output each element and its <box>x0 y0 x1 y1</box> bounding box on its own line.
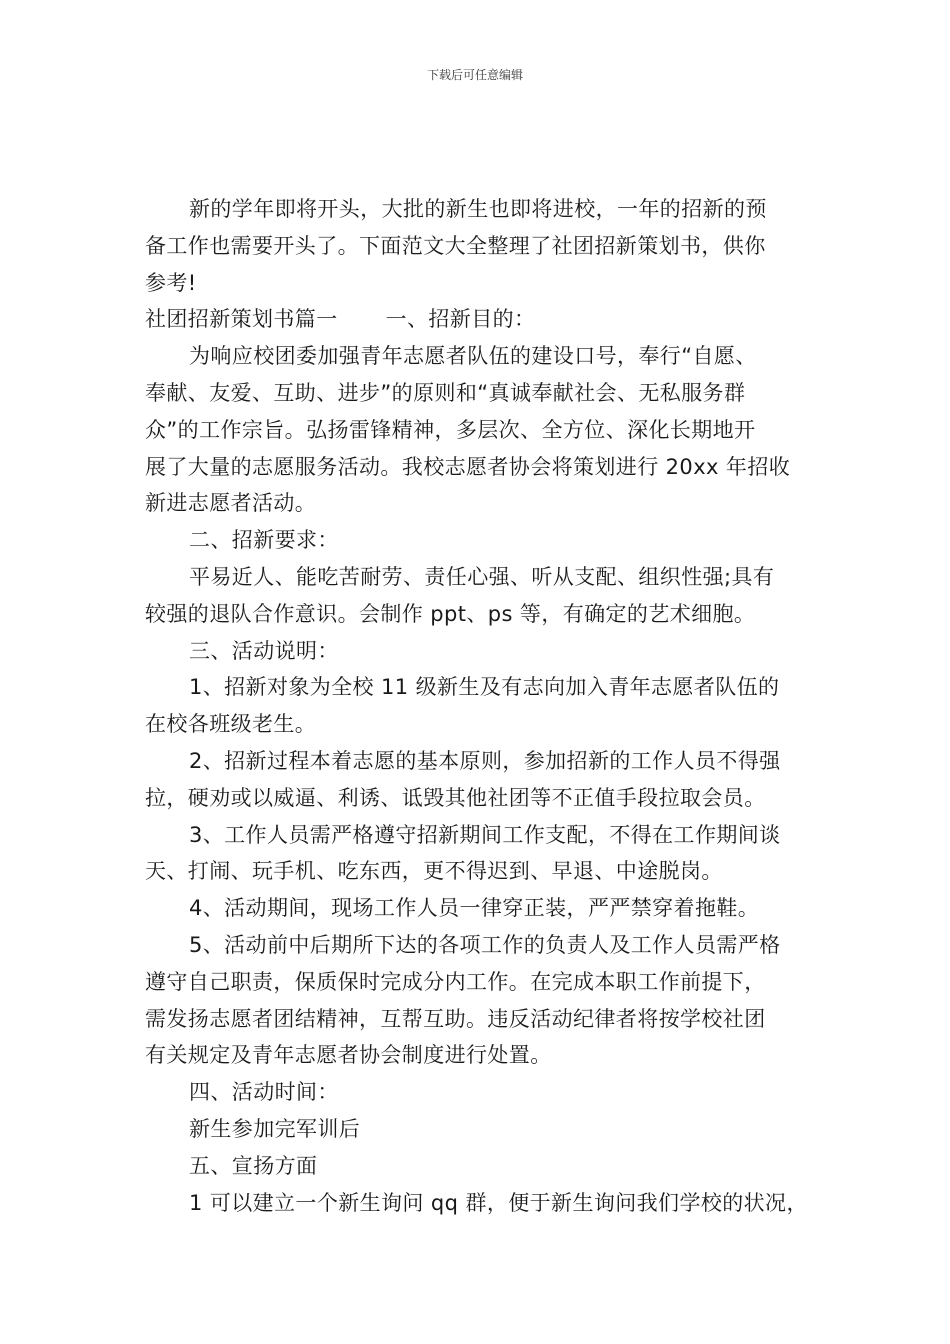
paragraph-line <box>145 743 809 780</box>
paragraph-line <box>145 1148 809 1185</box>
line-text: 众”的工作宗旨。弘扬雷锋精神，多层次、全方位、深化长期地开 <box>145 417 756 442</box>
paragraph-line <box>145 485 809 522</box>
paragraph-line <box>145 228 809 265</box>
line-text: 参考! <box>145 270 197 295</box>
line-text: 拉，硬劝或以威逼、利诱、诋毁其他社团等不正值手段拉取会员。 <box>145 785 766 810</box>
line-text: 二、招新要求： <box>189 528 339 553</box>
page-header: 下载后可任意编辑 <box>426 68 523 82</box>
line-text: 五、宣扬方面 <box>189 1153 318 1178</box>
line-text: 社团招新策划书篇一 <box>145 307 338 332</box>
line-tail-text: 一、招新目的： <box>385 307 536 332</box>
paragraph-line <box>145 375 809 412</box>
line-text: 有关规定及青年志愿者协会制度进行处置。 <box>145 1043 552 1068</box>
line-text: 四、活动时间： <box>189 1080 339 1105</box>
paragraph-line <box>145 964 809 1001</box>
paragraph-line <box>145 706 809 743</box>
line-text: 2、招新过程本着志愿的基本原则，参加招新的工作人员不得强 <box>189 748 781 773</box>
line-text: 需发扬志愿者团结精神，互帮互助。违反活动纪律者将按学校社团 <box>145 1006 766 1031</box>
line-text: 3、工作人员需严格遵守招新期间工作支配，不得在工作期间谈 <box>189 822 781 847</box>
paragraph-line <box>145 1074 809 1111</box>
paragraph-line <box>145 412 809 449</box>
paragraph-line <box>145 559 809 596</box>
paragraph-line <box>145 449 809 486</box>
paragraph-line <box>145 669 809 706</box>
line-text: 在校各班级老生。 <box>145 712 317 737</box>
paragraph-line <box>145 301 809 338</box>
paragraph-line <box>145 817 809 854</box>
paragraph-line <box>145 522 809 559</box>
line-text: 新进志愿者活动。 <box>145 491 317 516</box>
line-text: 遵守自己职责，保质保时完成分内工作。在完成本职工作前提下， <box>145 969 766 994</box>
paragraph-line <box>145 1037 809 1074</box>
paragraph-line <box>145 1001 809 1038</box>
paragraph-line <box>145 927 809 964</box>
line-text: 4、活动期间，现场工作人员一律穿正装，严严禁穿着拖鞋。 <box>189 896 760 921</box>
paragraph-line <box>145 265 809 302</box>
line-text: 奉献、友爱、互助、进步”的原则和“真诚奉献社会、无私服务群 <box>145 380 746 405</box>
line-text: 1、招新对象为全校 11 级新生及有志向加入青年志愿者队伍的 <box>189 675 780 700</box>
line-text: 较强的退队合作意识。会制作 ppt、ps 等，有确定的艺术细胞。 <box>145 601 756 626</box>
line-text: 展了大量的志愿服务活动。我校志愿者协会将策划进行 20xx 年招收 <box>145 454 791 479</box>
paragraph-line <box>145 853 809 890</box>
paragraph-line <box>145 1185 809 1222</box>
document-body <box>145 191 809 1221</box>
paragraph-line <box>145 191 809 228</box>
line-text: 三、活动说明： <box>189 638 339 663</box>
line-text: 平易近人、能吃苦耐劳、责任心强、听从支配、组织性强;具有 <box>189 564 775 589</box>
paragraph-line <box>145 780 809 817</box>
line-text: 新生参加完军训后 <box>189 1116 361 1141</box>
paragraph-line <box>145 596 809 633</box>
paragraph-line <box>145 338 809 375</box>
line-text: 1 可以建立一个新生询问 qq 群，便于新生询问我们学校的状况， <box>189 1190 808 1215</box>
paragraph-line <box>145 633 809 670</box>
paragraph-line <box>145 1111 809 1148</box>
line-text: 新的学年即将开头，大批的新生也即将进校，一年的招新的预 <box>189 197 767 221</box>
line-text: 备工作也需要开头了。下面范文大全整理了社团招新策划书，供你 <box>145 233 766 258</box>
line-text: 天、打闹、玩手机、吃东西，更不得迟到、早退、中途脱岗。 <box>145 859 723 884</box>
paragraph-line <box>145 890 809 927</box>
line-text: 为响应校团委加强青年志愿者队伍的建设口号，奉行“自愿、 <box>189 344 757 369</box>
line-text: 5、活动前中后期所下达的各项工作的负责人及工作人员需严格 <box>189 932 781 957</box>
